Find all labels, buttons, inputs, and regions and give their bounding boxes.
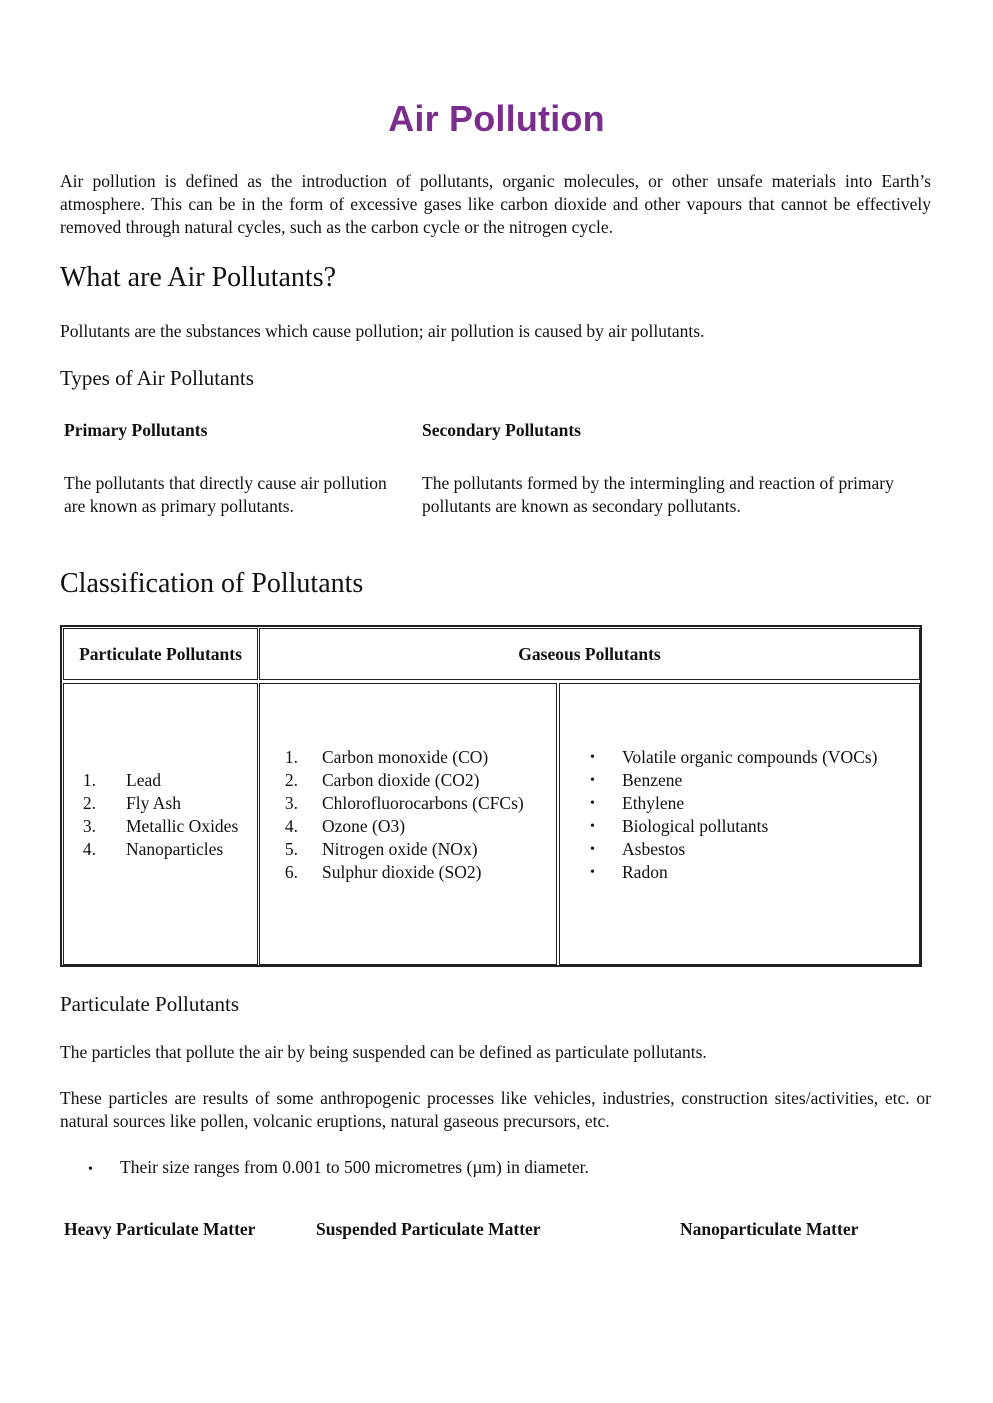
what-paragraph: Pollutants are the substances which cause pollution; air pollution is caused by air pollutants. bbox=[60, 321, 705, 341]
classification-heading: Classification of Pollutants bbox=[60, 568, 364, 599]
gaseous-bulleted-cell: • Volatile organic compounds (VOCs) • Benzene • Ethylene • Biological pollutants • Asbestos • Radon bbox=[559, 683, 920, 965]
bullet-icon: • bbox=[590, 819, 595, 834]
size-bullet-text: Their size ranges from 0.001 to 500 micrometres (µm) in diameter. bbox=[120, 1157, 589, 1177]
bullet-icon: • bbox=[590, 865, 595, 880]
particulate-section-heading: Particulate Pollutants bbox=[60, 992, 240, 1016]
classification-table bbox=[60, 625, 922, 967]
intro-paragraph: Air pollution is defined as the introduction of pollutants, organic molecules, or other unsafe materials into Earth’s atmosphere. This can be in the form of excessive gases like carbon dioxide and other vapours that cannot be effectively removed through natural cycles, such as the carbon cycle or the nitrogen cycle. bbox=[60, 171, 931, 237]
bullet-icon: • bbox=[590, 750, 595, 765]
size-bullet-item bbox=[88, 1156, 589, 1181]
suspended-particulate-title: Suspended Particulate Matter bbox=[316, 1219, 541, 1239]
nanoparticulate-title: Nanoparticulate Matter bbox=[680, 1219, 859, 1239]
heavy-particulate-title: Heavy Particulate Matter bbox=[64, 1219, 256, 1239]
particulate-list-cell: 1. Lead 2. Fly Ash 3. Metallic Oxides 4. Nanoparticles bbox=[63, 683, 258, 965]
particulate-paragraph-2: These particles are results of some anthropogenic processes like vehicles, industries, construction sites/activities, etc. or natural sources like pollen, volcanic eruptions, natural gaseous precursors, etc. bbox=[60, 1088, 931, 1131]
gaseous-header: Gaseous Pollutants bbox=[518, 643, 661, 664]
types-heading: Types of Air Pollutants bbox=[60, 366, 254, 390]
particulate-header: Particulate Pollutants bbox=[79, 643, 242, 664]
page-title: Air Pollution bbox=[388, 98, 605, 139]
gaseous-header-cell bbox=[259, 628, 920, 680]
bullet-icon: • bbox=[88, 1162, 93, 1177]
bullet-icon: • bbox=[590, 842, 595, 857]
particulate-paragraph-1: The particles that pollute the air by being suspended can be defined as particulate pollutants. bbox=[60, 1042, 707, 1062]
bullet-icon: • bbox=[590, 796, 595, 811]
gaseous-numbered-cell: 1. Carbon monoxide (CO) 2. Carbon dioxide (CO2) 3. Chlorofluorocarbons (CFCs) 4. Ozone (O3) 5. Nitrogen oxide (NOx) 6. Sulphur dioxide (SO2) bbox=[259, 683, 557, 965]
primary-pollutants-title: Primary Pollutants bbox=[64, 420, 208, 440]
secondary-pollutants-title: Secondary Pollutants bbox=[422, 420, 581, 440]
what-heading: What are Air Pollutants? bbox=[60, 262, 337, 293]
particulate-header-cell bbox=[63, 628, 258, 680]
secondary-pollutants-text: The pollutants formed by the intermingling and reaction of primary pollutants are known as secondary pollutants. bbox=[422, 473, 894, 516]
primary-pollutants-text: The pollutants that directly cause air pollution are known as primary pollutants. bbox=[64, 473, 387, 516]
bullet-icon: • bbox=[590, 773, 595, 788]
